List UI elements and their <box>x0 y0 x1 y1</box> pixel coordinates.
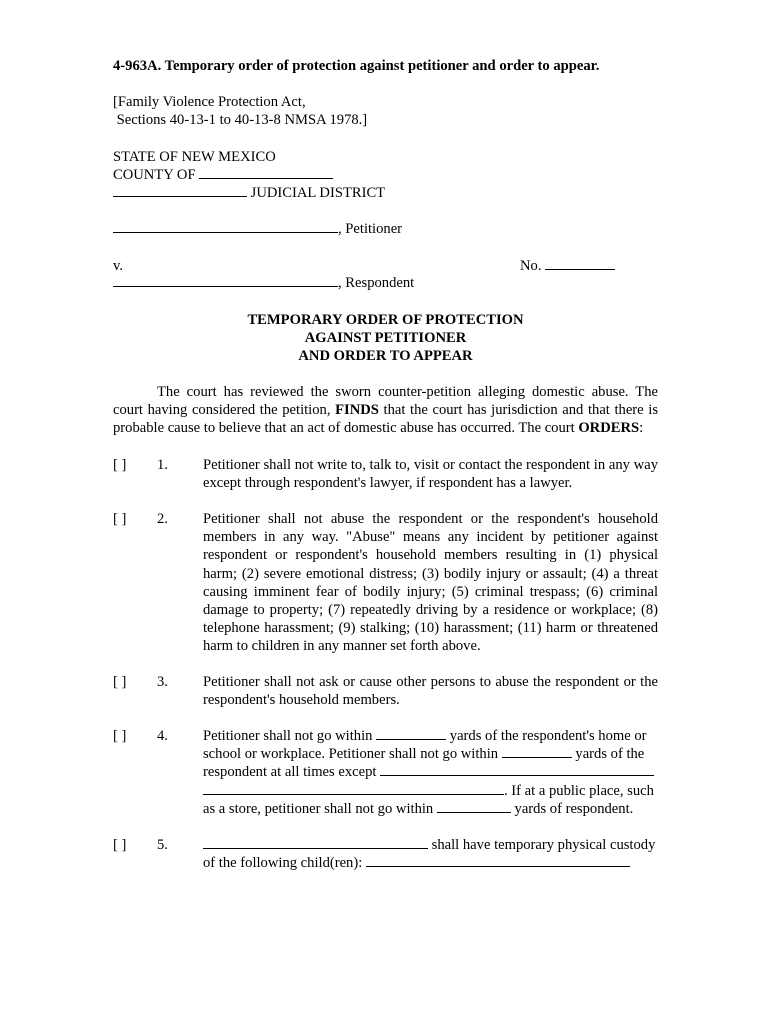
children-names-blank[interactable] <box>366 854 630 867</box>
item-1-text <box>203 456 658 492</box>
intro-line-1: The court has reviewed the sworn counter-petition alleging domestic abuse. The <box>157 384 658 400</box>
case-number-line <box>520 257 615 275</box>
item-3-line: respondent's household members. <box>203 692 400 709</box>
county-label: COUNTY OF <box>113 167 196 183</box>
public-place-distance-blank[interactable] <box>437 800 511 813</box>
district-label: JUDICIAL DISTRICT <box>250 185 386 201</box>
county-line <box>113 166 333 184</box>
intro-line-2 <box>113 401 658 419</box>
case-number-label: No. <box>520 258 542 274</box>
item-2-text <box>203 510 658 656</box>
intro-line-2-text-b: that the court has jurisdiction and that there is <box>378 402 658 419</box>
item-4-checkbox[interactable]: [ ] <box>113 728 127 744</box>
item-4-line-2 <box>203 745 658 763</box>
item-5-text-segment: shall have temporary physical custody <box>431 837 656 853</box>
item-3-text <box>203 673 658 709</box>
item-4-text-segment: Petitioner shall not go within <box>203 728 373 744</box>
item-4-line-4 <box>203 782 658 800</box>
intro-line-2-text-a: court having considered the petition, <box>113 402 336 419</box>
item-4-text-segment: . If at a public place, such <box>504 782 654 799</box>
item-4-text <box>203 727 658 818</box>
petitioner-name-blank[interactable] <box>113 220 338 233</box>
petitioner-line <box>113 220 402 238</box>
order-title-line-3: AND ORDER TO APPEAR <box>298 348 473 364</box>
item-2-line: damage to property; (7) repeatedly driving by a residence or workplace; (8) <box>203 602 658 619</box>
item-5-number: 5. <box>157 837 168 853</box>
order-title-line-1: TEMPORARY ORDER OF PROTECTION <box>247 312 524 328</box>
item-4-text-segment: yards of respondent. <box>514 800 634 817</box>
item-2-line: Petitioner shall not abuse the respondent or the respondent's household <box>203 511 658 527</box>
item-4-text-segment: yards of the <box>575 746 645 763</box>
item-4-line-1 <box>203 727 658 745</box>
item-2-line: telephone harassment; (9) stalking; (10) harassment; (11) harm or threatened <box>203 620 658 637</box>
item-4-line-5 <box>203 800 658 818</box>
form-title: 4-963A. Temporary order of protection against petitioner and order to appear. <box>113 58 600 74</box>
item-5-line-1 <box>203 836 658 854</box>
item-2-checkbox[interactable]: [ ] <box>113 511 127 527</box>
item-5-checkbox[interactable]: [ ] <box>113 837 127 853</box>
custodian-name-blank[interactable] <box>203 836 428 849</box>
item-3-number: 3. <box>157 674 168 690</box>
orders-keyword: ORDERS <box>578 420 640 437</box>
item-3-checkbox[interactable]: [ ] <box>113 674 127 690</box>
item-2-line: members in any way. "Abuse" means any incident by petitioner against <box>203 529 658 546</box>
exception-continued-blank[interactable] <box>203 782 504 795</box>
respondent-distance-blank[interactable] <box>502 745 572 758</box>
intro-line-3-text-a: probable cause to believe that an act of domestic abuse has occurred. The court <box>113 420 579 437</box>
item-1-checkbox[interactable]: [ ] <box>113 457 127 473</box>
home-distance-blank[interactable] <box>376 727 446 740</box>
state-line: STATE OF NEW MEXICO <box>113 149 276 165</box>
item-1-line: Petitioner shall not write to, talk to, visit or contact the respondent in any way <box>203 457 658 473</box>
item-5-line-2 <box>203 854 658 872</box>
item-4-text-segment: respondent at all times except <box>203 764 377 781</box>
petitioner-label: , Petitioner <box>338 221 403 237</box>
county-blank[interactable] <box>199 166 333 179</box>
order-title-line-2: AGAINST PETITIONER <box>304 330 467 346</box>
act-citation-line-1: [Family Violence Protection Act, <box>113 94 306 110</box>
item-2-line: causing imminent fear of bodily injury; (5) criminal trespass; (6) criminal <box>203 583 658 600</box>
item-2-line: harm; (2) severe emotional distress; (3) bodily injury or assault; (4) a threat <box>203 565 658 582</box>
item-1-line: except through respondent's lawyer, if respondent has a lawyer. <box>203 475 573 492</box>
item-4-line-3 <box>203 763 658 781</box>
item-5-text-segment: of the following child(ren): <box>203 855 363 872</box>
respondent-label: , Respondent <box>338 275 415 291</box>
item-1-number: 1. <box>157 457 168 473</box>
item-5-text <box>203 836 658 872</box>
item-4-text-segment: as a store, petitioner shall not go within <box>203 800 434 817</box>
district-line <box>113 184 385 202</box>
respondent-name-blank[interactable] <box>113 274 338 287</box>
versus-label: v. <box>113 258 123 274</box>
intro-paragraph <box>113 383 658 438</box>
intro-line-3 <box>113 419 658 437</box>
district-blank[interactable] <box>113 184 247 197</box>
case-number-blank[interactable] <box>545 257 615 270</box>
item-2-number: 2. <box>157 511 168 527</box>
exception-blank[interactable] <box>380 763 654 776</box>
item-2-line: harm to children in any manner set forth above. <box>203 638 481 655</box>
act-citation-line-2: Sections 40-13-1 to 40-13-8 NMSA 1978.] <box>113 112 368 128</box>
item-4-number: 4. <box>157 728 168 744</box>
finds-keyword: FINDS <box>335 402 379 419</box>
item-2-line: respondent or respondent's household members resulting in (1) physical <box>203 547 658 564</box>
item-3-line: Petitioner shall not ask or cause other persons to abuse the respondent or the <box>203 674 658 690</box>
item-4-text-segment: school or workplace. Petitioner shall not go within <box>203 746 499 763</box>
respondent-line <box>113 274 414 292</box>
intro-line-3-text-b: : <box>639 420 644 437</box>
item-4-text-segment: yards of the respondent's home or <box>449 728 647 744</box>
